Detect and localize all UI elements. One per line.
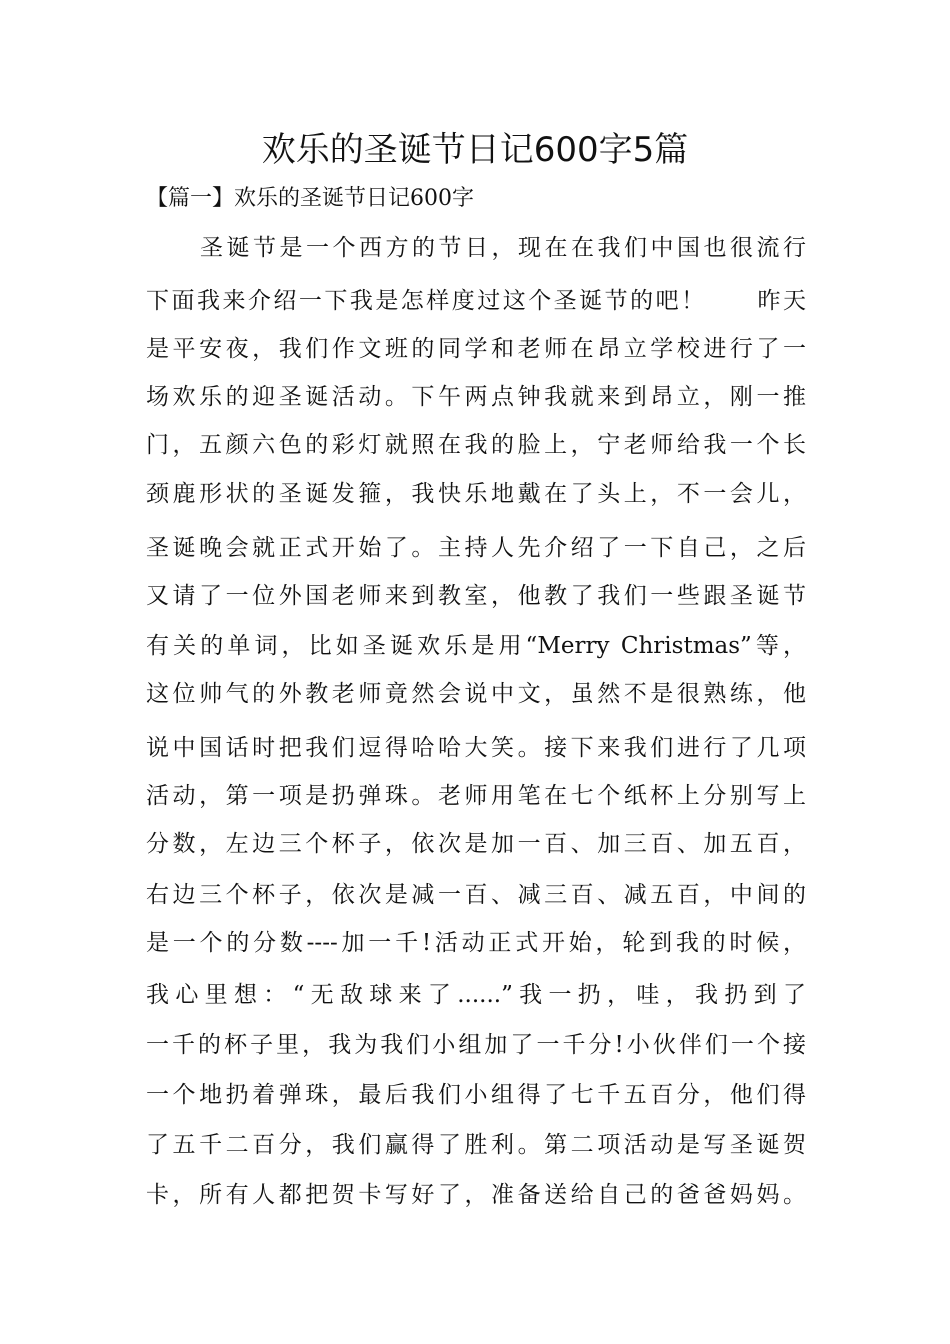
paragraph-line: 活动，第一项是扔弹珠。老师用笔在七个纸杯上分别写上 [146,783,806,809]
paragraph-line: 右边三个杯子，依次是减一百、减三百、减五百，中间的 [146,882,806,908]
paragraph-line: 一千的杯子里，我为我们小组加了一千分!小伙伴们一个接 [146,1032,806,1058]
paragraph-line: 卡，所有人都把贺卡写好了，准备送给自己的爸爸妈妈。 [146,1182,806,1208]
paragraph-line: 是一个的分数----加一千!活动正式开始，轮到我的时候， [146,930,806,956]
paragraph-line: 场欢乐的迎圣诞活动。下午两点钟我就来到昂立，刚一推 [146,384,806,410]
paragraph-line: 是平安夜，我们作文班的同学和老师在昂立学校进行了一 [146,336,806,362]
paragraph-line: 了五千二百分，我们赢得了胜利。第二项活动是写圣诞贺 [146,1132,806,1158]
paragraph-line: 有关的单词，比如圣诞欢乐是用“Merry Christmas”等， [146,633,806,659]
paragraph-line: 颈鹿形状的圣诞发箍，我快乐地戴在了头上，不一会儿， [146,481,806,507]
paragraph-line: 圣诞晚会就正式开始了。主持人先介绍了一下自己，之后 [146,535,806,561]
paragraph-line: 一个地扔着弹珠，最后我们小组得了七千五百分，他们得 [146,1082,806,1108]
paragraph-line: 分数，左边三个杯子，依次是加一百、加三百、加五百， [146,831,806,857]
paragraph-line: 我心里想：“无敌球来了......”我一扔，哇，我扔到了 [146,982,806,1008]
paragraph-line: 这位帅气的外教老师竟然会说中文，虽然不是很熟练，他 [146,681,806,707]
paragraph-line: 下面我来介绍一下我是怎样度过这个圣诞节的吧！ 昨天 [146,288,806,314]
paragraph-line: 门，五颜六色的彩灯就照在我的脸上，宁老师给我一个长 [146,432,806,458]
document-title: 欢乐的圣诞节日记600字5篇 [261,130,689,170]
paragraph-line: 说中国话时把我们逗得哈哈大笑。接下来我们进行了几项 [146,735,806,761]
paragraph-line: 圣诞节是一个西方的节日，现在在我们中国也很流行 [200,235,806,261]
paragraph-line: 又请了一位外国老师来到教室，他教了我们一些跟圣诞节 [146,583,806,609]
section-heading: 【篇一】欢乐的圣诞节日记600字 [146,186,474,211]
